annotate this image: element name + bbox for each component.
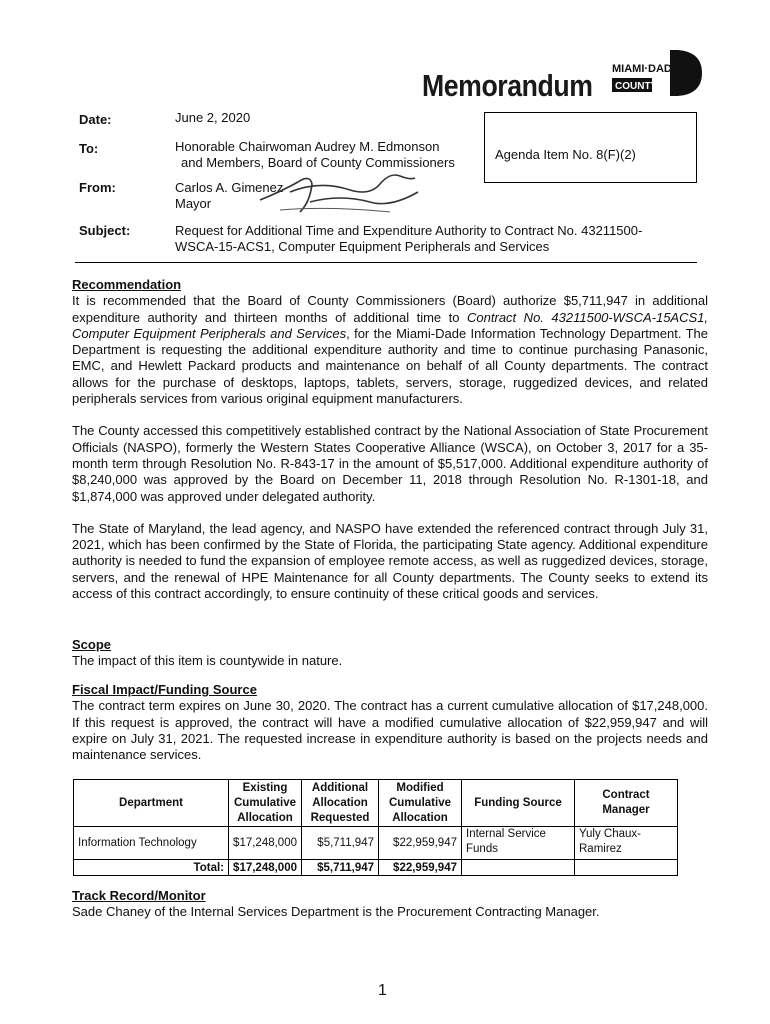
th-existing: Existing Cumulative Allocation <box>229 780 302 827</box>
memo-title: Memorandum <box>422 68 593 103</box>
agenda-item-text: Agenda Item No. 8(F)(2) <box>495 147 636 162</box>
track-text: Sade Chaney of the Internal Services Department is the Procurement Contracting Manager. <box>72 904 600 920</box>
agenda-item-box <box>484 112 697 183</box>
from-label: From: <box>79 180 116 195</box>
scope-section <box>72 637 708 670</box>
cell-total-additional: $5,711,947 <box>302 860 379 876</box>
cell-total-funding <box>462 860 575 876</box>
subject-label: Subject: <box>79 223 131 238</box>
from-line1: Carlos A. Gimenez <box>175 180 284 195</box>
to-label: To: <box>79 141 99 156</box>
cell-manager: Yuly Chaux-Ramirez <box>575 827 678 860</box>
table-row <box>74 827 678 860</box>
cell-total-modified: $22,959,947 <box>379 860 462 876</box>
table-header-row <box>74 780 678 827</box>
subject-line1: Request for Additional Time and Expenditure Authority to Contract No. 43211500- <box>175 223 643 238</box>
table-total-row <box>74 860 678 876</box>
th-modified: Modified Cumulative Allocation <box>379 780 462 827</box>
cell-modified: $22,959,947 <box>379 827 462 860</box>
recommendation-paragraph-3: The State of Maryland, the lead agency, and NASPO have extended the referenced contract through July 31, 2021, which has been confirmed by the State of Florida, the participating State agency. Additional expenditure authority is needed to fund the expansion of employee remote access, as well as ruggedized devices, storage, servers, and the renewal of HPE Maintenance for all County departments. The County seeks to extend its access of this contract accordingly, to ensure continuity of these critical goods and services. <box>72 520 708 602</box>
cell-funding: Internal Service Funds <box>462 827 575 860</box>
header-divider <box>75 262 697 263</box>
th-additional: Additional Allocation Requested <box>302 780 379 827</box>
date-value: June 2, 2020 <box>175 110 251 125</box>
cell-total-existing: $17,248,000 <box>229 860 302 876</box>
page-number: 1 <box>378 982 387 999</box>
track-heading: Track Record/Monitor <box>72 888 206 903</box>
scope-text: The impact of this item is countywide in nature. <box>72 653 343 669</box>
subject-line2: WSCA-15-ACS1, Computer Equipment Peripherals and Services <box>175 239 550 254</box>
logo-line2: COUNTY <box>615 81 658 92</box>
track-section <box>72 888 708 921</box>
recommendation-heading: Recommendation <box>72 277 182 292</box>
th-department: Department <box>74 780 229 827</box>
to-line2: and Members, Board of County Commissioners <box>181 155 455 170</box>
fiscal-text: The contract term expires on June 30, 2020. The contract has a current cumulative allocation of $17,248,000. If this request is approved, the contract will have a modified cumulative allocation of $22,959,947 and will expire on July 31, 2021. The requested increase in expenditure authority is based on the projects needs and maintenance services. <box>72 698 708 763</box>
funding-table <box>73 779 678 876</box>
date-label: Date: <box>79 112 112 127</box>
th-funding: Funding Source <box>462 780 575 827</box>
logo-line1: MIAMI·DADE <box>612 63 680 75</box>
cell-department: Information Technology <box>74 827 229 860</box>
to-line1: Honorable Chairwoman Audrey M. Edmonson <box>175 139 440 154</box>
cell-total-label: Total: <box>74 860 229 876</box>
recommendation-paragraph-1: It is recommended that the Board of County Commissioners (Board) authorize $5,711,947 in additional expenditure authority and thirteen months of additional time to Contract No. 43211500-WSCA-15ACS1, Computer Equipment Peripherals and Services, for the Miami-Dade Information Technology Department. The Department is requesting the additional expenditure authority and time to continue purchasing Panasonic, EMC, and Hewlett Packard products and maintenance on behalf of all County departments. The contract allows for the purchase of desktops, laptops, tablets, servers, storage, ruggedized devices, and related peripherals services from various original equipment manufacturers. <box>72 293 708 407</box>
scope-heading: Scope <box>72 637 112 652</box>
miami-dade-county-logo <box>612 48 704 98</box>
fiscal-section <box>72 682 708 763</box>
cell-existing: $17,248,000 <box>229 827 302 860</box>
signature-mark <box>250 162 420 222</box>
recommendation-section <box>72 277 708 602</box>
recommendation-paragraph-2: The County accessed this competitively established contract by the National Association of State Procurement Officials (NASPO), formerly the Western States Cooperative Alliance (WSCA), on October 3, 2017 for a 35-month term through Resolution No. R-843-17 in the amount of $5,517,000. Additional expenditure authority of $8,240,000 was approved by the Board on December 11, 2018 through Resolution No. R-1301-18, and $1,874,000 was approved under delegated authority. <box>72 423 708 504</box>
cell-total-manager <box>575 860 678 876</box>
from-line2: Mayor <box>175 196 212 211</box>
cell-additional: $5,711,947 <box>302 827 379 860</box>
fiscal-heading: Fiscal Impact/Funding Source <box>72 682 257 697</box>
th-manager: Contract Manager <box>575 780 678 827</box>
